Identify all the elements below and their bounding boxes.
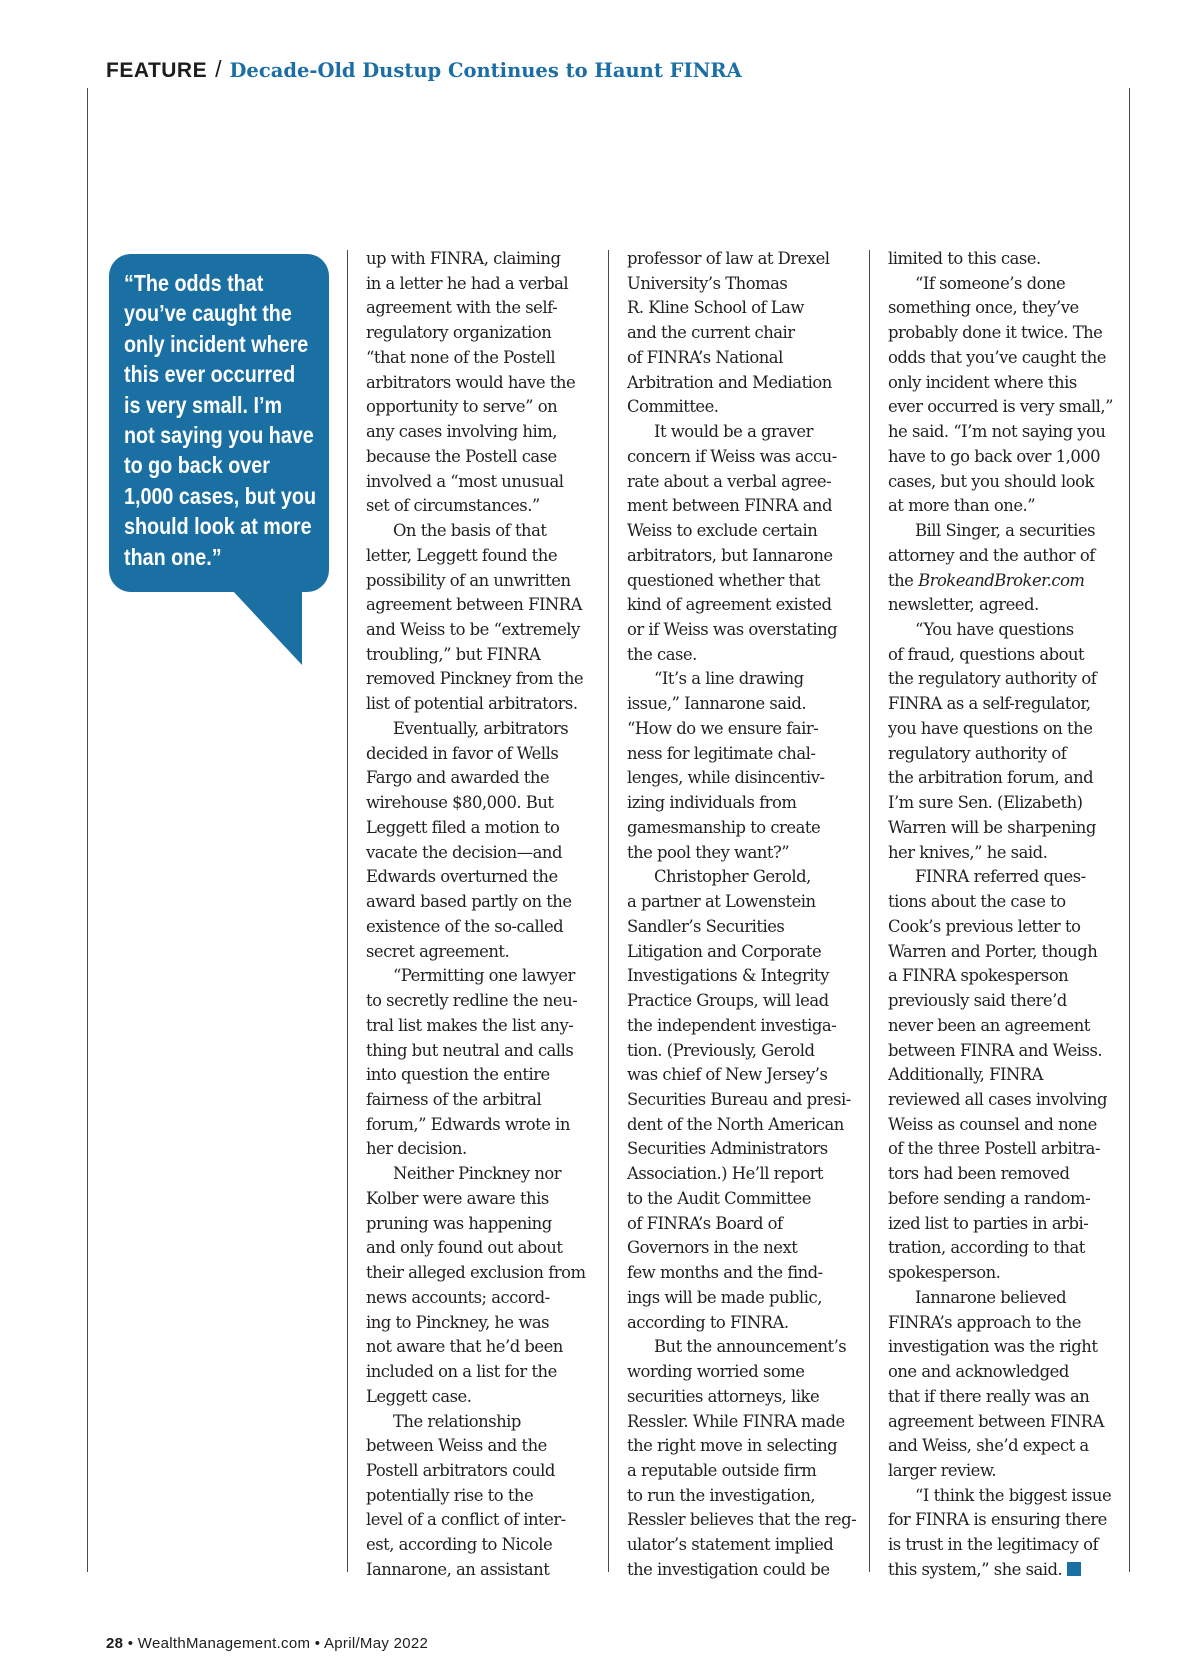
text-line: ized list to parties in arbi- (888, 1213, 1089, 1233)
text-line: limited to this case. (888, 249, 1041, 268)
text-line: in a letter he had a verbal (366, 273, 569, 293)
text-line: to the Audit Committee (627, 1188, 811, 1208)
text-fragment: this system,” she said. (888, 1559, 1063, 1579)
article-headline: Decade-Old Dustup Continues to Haunt FINRA (229, 59, 742, 82)
text-line: FINRA’s approach to the (888, 1312, 1081, 1332)
pull-quote-line: only incident where (124, 330, 309, 357)
text-line: dent of the North American (627, 1114, 844, 1134)
text-fragment: the (888, 570, 919, 590)
text-line: agreement between FINRA (366, 595, 582, 615)
right-margin-rule (1129, 88, 1130, 1572)
text-line: Investigations & Integrity (627, 966, 829, 986)
text-line: Leggett case. (366, 1386, 472, 1406)
text-line: Sandler’s Securities (627, 916, 785, 936)
text-line: before sending a random- (888, 1188, 1091, 1208)
text-line: odds that you’ve caught the (888, 347, 1106, 367)
text-line: probably done it twice. The (888, 323, 1103, 343)
text-line: ing to Pinckney, he was (366, 1312, 550, 1332)
text-line: Warren will be sharpening (888, 817, 1096, 837)
text-line: issue,” Iannarone said. (627, 694, 807, 714)
text-line: because the Postell case (366, 446, 557, 466)
text-line: reviewed all cases involving (888, 1089, 1108, 1109)
text-line: removed Pinckney from the (366, 669, 584, 689)
text-line: Leggett filed a motion to (366, 817, 560, 837)
footer-issue-date: April/May 2022 (323, 1635, 429, 1652)
text-line: the case. (627, 644, 697, 664)
text-line: her decision. (366, 1139, 467, 1159)
text-line: lenges, while disincentiv- (627, 768, 825, 788)
text-line: Cook’s previous letter to (888, 916, 1081, 936)
text-line: kind of agreement existed (627, 595, 832, 615)
text-line: regulatory organization (366, 323, 552, 343)
column-rule-2 (608, 250, 609, 1572)
text-line: previously said there’d (888, 991, 1067, 1011)
column-rule-1 (347, 250, 348, 1572)
text-line: of fraud, questions about (888, 644, 1085, 664)
header-separator: / (215, 56, 222, 82)
text-line: level of a conflict of inter- (366, 1510, 566, 1530)
text-line: Eventually, arbitrators (393, 718, 569, 738)
text-line: secret agreement. (366, 941, 510, 961)
text-line: he said. “I’m not saying you (888, 422, 1106, 442)
article-column-2 (627, 247, 859, 1583)
text-line (888, 1558, 1120, 1583)
text-line: few months and the find- (627, 1263, 823, 1283)
section-kicker: FEATURE (106, 59, 208, 82)
text-line: “If someone’s done (915, 273, 1066, 293)
page-number: 28 (106, 1635, 124, 1652)
footer-bullet: • (314, 1635, 321, 1652)
text-line: included on a list for the (366, 1362, 557, 1382)
text-line: and only found out about (366, 1238, 563, 1258)
text-line: ulator’s statement implied (627, 1535, 834, 1555)
text-line: troubling,” but FINRA (366, 644, 541, 664)
text-line: the right move in selecting (627, 1436, 838, 1456)
page-header (106, 56, 742, 83)
text-line: her knives,” he said. (888, 842, 1048, 862)
text-line: that if there really was an (888, 1386, 1090, 1406)
text-line: attorney and the author of (888, 545, 1095, 565)
text-line: “I think the biggest issue (915, 1485, 1112, 1505)
text-line: a partner at Lowenstein (627, 892, 816, 912)
text-line: Edwards overturned the (366, 867, 558, 887)
pull-quote-line: “The odds that (124, 270, 264, 296)
text-line: award based partly on the (366, 892, 572, 912)
text-line: or if Weiss was overstating (627, 620, 838, 640)
text-line: investigation was the right (888, 1337, 1098, 1357)
text-line: forum,” Edwards wrote in (366, 1114, 570, 1134)
text-line: for FINRA is ensuring there (888, 1510, 1107, 1530)
text-line: a FINRA spokesperson (888, 966, 1069, 986)
text-line: of FINRA’s Board of (627, 1213, 783, 1233)
text-line: pruning was happening (366, 1213, 552, 1233)
pull-quote-line: is very small. I’m (124, 391, 283, 418)
text-line: set of circumstances.” (366, 496, 540, 516)
text-line: gamesmanship to create (627, 817, 821, 837)
text-line: Fargo and awarded the (366, 768, 550, 788)
pull-quote-text (124, 268, 317, 572)
text-line: up with FINRA, claiming (366, 249, 561, 268)
text-line: Ressler believes that the reg- (627, 1510, 857, 1530)
text-line: into question the entire (366, 1065, 550, 1085)
text-line: have to go back over 1,000 (888, 446, 1101, 466)
text-line: list of potential arbitrators. (366, 694, 578, 714)
text-line: securities attorneys, like (627, 1386, 820, 1406)
text-line: and Weiss to be “extremely (366, 620, 580, 640)
text-line: something once, they’ve (888, 298, 1079, 318)
left-margin-rule (87, 88, 88, 1572)
pull-quote-line: to go back over (124, 452, 270, 479)
text-line: But the announcement’s (654, 1337, 847, 1357)
text-line: ness for legitimate chal- (627, 743, 816, 763)
text-line: of FINRA’s National (627, 347, 783, 367)
text-line: FINRA referred ques- (915, 867, 1086, 887)
text-line: the regulatory authority of (888, 669, 1097, 689)
text-line: according to FINRA. (627, 1312, 789, 1332)
text-line: and the current chair (627, 323, 795, 343)
text-line: tration, according to that (888, 1238, 1085, 1258)
text-line: possibility of an unwritten (366, 570, 571, 590)
text-line: regulatory authority of (888, 743, 1067, 763)
text-line: was chief of New Jersey’s (627, 1065, 828, 1085)
text-line: the pool they want?” (627, 842, 790, 862)
text-line: between Weiss and the (366, 1436, 547, 1456)
text-line: wording worried some (627, 1362, 805, 1382)
text-line: involved a “most unusual (366, 471, 564, 491)
text-line: a reputable outside firm (627, 1460, 817, 1480)
text-line: “that none of the Postell (366, 347, 556, 367)
text-line: “You have questions (915, 620, 1074, 640)
pull-quote-line: not saying you have (124, 422, 314, 449)
pull-quote-line: you’ve caught the (124, 300, 292, 327)
text-line: existence of the so-called (366, 916, 564, 936)
footer-site: WealthManagement.com (137, 1635, 311, 1652)
text-line: R. Kline School of Law (627, 298, 804, 318)
text-line: izing individuals from (627, 793, 797, 813)
pull-quote-line: should look at more (124, 513, 312, 540)
text-line: any cases involving him, (366, 422, 557, 442)
text-line: tions about the case to (888, 892, 1066, 912)
text-line: fairness of the arbitral (366, 1089, 542, 1109)
text-line (888, 569, 1120, 594)
text-line: concern if Weiss was accu- (627, 446, 837, 466)
text-line: the investigation could be (627, 1559, 830, 1579)
text-line: Arbitration and Mediation (627, 372, 832, 392)
text-line: you have questions on the (888, 718, 1093, 738)
text-line: Iannarone believed (915, 1287, 1067, 1307)
text-line: Bill Singer, a securities (915, 521, 1096, 541)
text-line: The relationship (393, 1411, 521, 1431)
text-line: Kolber were aware this (366, 1188, 549, 1208)
text-line: to run the investigation, (627, 1485, 816, 1505)
text-line: decided in favor of Wells (366, 743, 559, 763)
column-rule-3 (869, 250, 870, 1572)
text-line: est, according to Nicole (366, 1535, 553, 1555)
text-line: FINRA as a self-regulator, (888, 694, 1091, 714)
pull-quote-line: 1,000 cases, but you (124, 482, 317, 509)
text-line: Weiss as counsel and none (888, 1114, 1097, 1134)
text-line: Association.) He’ll report (627, 1164, 824, 1184)
text-line: tral list makes the list any- (366, 1015, 574, 1035)
newsletter-name: BrokeandBroker.com (918, 570, 1085, 590)
text-line: Litigation and Corporate (627, 941, 822, 961)
text-line: tors had been removed (888, 1164, 1070, 1184)
text-line: Neither Pinckney nor (393, 1164, 562, 1184)
text-line: ings will be made public, (627, 1287, 822, 1307)
text-line: Committee. (627, 397, 719, 417)
text-line: ment between FINRA and (627, 496, 832, 516)
text-line: ever occurred is very small,” (888, 397, 1113, 417)
text-line: Governors in the next (627, 1238, 798, 1258)
article-column-1 (366, 247, 598, 1583)
text-line: never been an agreement (888, 1015, 1090, 1035)
text-line: of the three Postell arbitra- (888, 1139, 1100, 1159)
text-line: larger review. (888, 1460, 997, 1480)
text-line: On the basis of that (393, 521, 547, 541)
text-line: Securities Bureau and presi- (627, 1089, 851, 1109)
text-line: Securities Administrators (627, 1139, 828, 1159)
text-line: Warren and Porter, though (888, 941, 1098, 961)
text-line: the independent investiga- (627, 1015, 837, 1035)
text-line: rate about a verbal agree- (627, 471, 832, 491)
text-line: and Weiss, she’d expect a (888, 1436, 1089, 1456)
text-line: to secretly redline the neu- (366, 991, 578, 1011)
text-line: at more than one.” (888, 496, 1036, 516)
text-line: cases, but you should look (888, 471, 1094, 491)
text-line: I’m sure Sen. (Elizabeth) (888, 793, 1083, 813)
text-line: vacate the decision—and (366, 842, 562, 862)
text-line: agreement between FINRA (888, 1411, 1104, 1431)
text-line: letter, Leggett found the (366, 545, 558, 565)
article-column-3 (888, 247, 1120, 1583)
text-line: “How do we ensure fair- (627, 718, 819, 738)
text-line: arbitrators, but Iannarone (627, 545, 833, 565)
text-line: thing but neutral and calls (366, 1040, 574, 1060)
text-line: agreement with the self- (366, 298, 558, 318)
text-line: not aware that he’d been (366, 1337, 563, 1357)
text-line: Ressler. While FINRA made (627, 1411, 845, 1431)
text-line: only incident where this (888, 372, 1077, 392)
text-line: spokesperson. (888, 1263, 1001, 1283)
text-line: University’s Thomas (627, 273, 788, 293)
pull-quote-line: this ever occurred (124, 361, 296, 388)
text-line: Weiss to exclude certain (627, 521, 818, 541)
text-line: potentially rise to the (366, 1485, 534, 1505)
text-line: newsletter, agreed. (888, 595, 1039, 615)
page-footer (106, 1635, 428, 1652)
text-line: news accounts; accord- (366, 1287, 550, 1307)
text-line: between FINRA and Weiss. (888, 1040, 1103, 1060)
text-line: questioned whether that (627, 570, 820, 590)
pull-quote-line: than one.” (124, 543, 222, 570)
text-line: professor of law at Drexel (627, 249, 830, 268)
text-line: wirehouse $80,000. But (366, 793, 554, 813)
end-of-article-mark (1067, 1562, 1081, 1576)
text-line: “It’s a line drawing (654, 669, 804, 689)
text-line: It would be a graver (654, 422, 813, 442)
text-line: tion. (Previously, Gerold (627, 1040, 815, 1060)
text-line: the arbitration forum, and (888, 768, 1094, 788)
text-line: Practice Groups, will lead (627, 991, 829, 1011)
text-line: arbitrators would have the (366, 372, 576, 392)
text-line: Additionally, FINRA (888, 1065, 1043, 1085)
footer-bullet: • (127, 1635, 134, 1652)
text-line: opportunity to serve” on (366, 397, 558, 417)
text-line: is trust in the legitimacy of (888, 1535, 1099, 1555)
text-line: one and acknowledged (888, 1362, 1069, 1382)
pull-quote-bubble-tail (232, 590, 302, 665)
text-line: Iannarone, an assistant (366, 1559, 550, 1579)
text-line: Postell arbitrators could (366, 1460, 555, 1480)
text-line: Christopher Gerold, (654, 867, 811, 887)
text-line: “Permitting one lawyer (393, 966, 575, 986)
text-line: their alleged exclusion from (366, 1263, 586, 1283)
